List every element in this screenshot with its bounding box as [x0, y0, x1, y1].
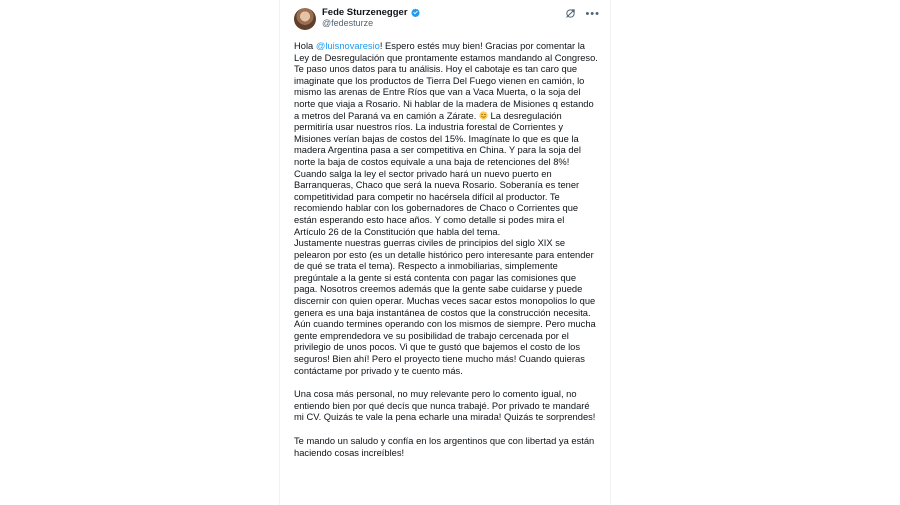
tweet-card [279, 0, 611, 505]
tweet-line: imaginate que los productos de Tierra Del Fuego vienen en camión, lo [294, 75, 585, 86]
tweet-line [294, 41, 594, 53]
tweet-line: madera Argentina pasa a ser competitiva en China. Y para la soja del [294, 145, 581, 156]
tweet-header [294, 7, 600, 35]
tweet-line: permitiría usar nuestros ríos. La industria forestal de Corrientes y [294, 122, 564, 133]
text-run: La desregulación [487, 110, 562, 121]
winking-tongue-emoji-icon [479, 111, 488, 120]
text-run: a metros del Paraná va en camión a Zárate. [294, 110, 477, 121]
tweet-line: recomiendo hablar con los gobernadores de Chaco o Corrientes que [294, 203, 579, 214]
grok-icon[interactable] [565, 8, 576, 19]
tweet-line: Te mando un saludo y confía en los argentinos que con libertad ya están [294, 436, 595, 446]
tweet-line: Aún cuando termines operando con los mismos de siempre. Pero mucha [294, 319, 596, 330]
verified-badge-icon [411, 8, 420, 17]
name-row [322, 7, 420, 18]
tweet-line: mismo las arenas de Entre Ríos que van a Vaca Muerta, o la soja del [294, 87, 581, 98]
tweet-line: mi CV. Quizás te vale la pena echarle una mirada! Quizás te sorprendes! [294, 412, 596, 423]
tweet-line: privilegio de unos pocos. Vi que te gustó que bajemos el costo de los [294, 342, 581, 353]
tweet-line: contáctame por privado y te cuento más. [294, 365, 463, 376]
tweet-line: pelearon por esto (es un detalle histórico pero interesante para entender [294, 249, 594, 260]
tweet-line: de qué se trata el tema). Respecto a inmobiliarias, simplemente [294, 261, 558, 272]
more-options-icon[interactable]: ••• [585, 7, 600, 20]
tweet-line: Misiones verían bajas de costos del 15%. Imagínate lo que es que la [294, 133, 579, 144]
author-display-name[interactable]: Fede Sturzenegger [322, 7, 408, 18]
tweet-line: Barranqueras, Chaco que será la nueva Rosario. Soberanía es tener [294, 180, 580, 191]
tweet-line: paga. Nosotros creemos además que la gente sabe cuidarse y puede [294, 284, 583, 295]
tweet-line: genera es una baja instantánea de costos que la construcción necesita. [294, 307, 591, 318]
tweet-line: competitividad para competir no hacérsela difícil al productor. Te [294, 191, 560, 202]
tweet-line: gente emprendedora ve su posibilidad de trabajo cercenada por el [294, 330, 569, 341]
tweet-line: pregúntale a la gente si está contenta con pagar las comisiones que [294, 272, 577, 283]
tweet-line: Ley de Desregulación que prontamente estamos mandando al Congreso. [294, 52, 598, 63]
tweet-line: Una cosa más personal, no muy relevante pero lo comento igual, no [294, 389, 577, 400]
tweet-line: Cuando salga la ley el sector privado hará un nuevo puerto en [294, 168, 552, 179]
tweet-line: seguros! Bien ahí! Pero el proyecto tiene mucho más! Cuando quieras [294, 354, 585, 365]
tweet-line: Justamente nuestras guerras civiles de principios del siglo XIX se [294, 238, 566, 249]
tweet-line: norte la baja de costos equivale a una baja de retenciones del 8%! [294, 156, 570, 167]
tweet-line: están esperando esto hace años. Y como detalle si podes mira el [294, 214, 565, 225]
mention-link[interactable]: @luisnovaresio [315, 41, 380, 51]
tweet-line: Artículo 26 de la Constitución que habla del tema. [294, 226, 501, 237]
text-run: Hola [294, 41, 316, 51]
tweet-line: discernir con quien operar. Muchas veces sacar estos monopolios lo que [294, 296, 596, 307]
header-actions [565, 8, 600, 19]
tweet-line: Te paso unos datos para tu análisis. Hoy el cabotaje es tan caro que [294, 64, 578, 75]
avatar[interactable] [294, 8, 316, 30]
tweet-paragraph-3 [294, 436, 594, 459]
tweet-line: entiendo bien por qué decís que nunca trabajé. Por privado te mandaré [294, 400, 590, 411]
tweet-line [294, 111, 594, 123]
author-handle[interactable]: @fedesturze [322, 18, 374, 28]
tweet-line: haciendo cosas increíbles! [294, 447, 405, 458]
author-names [322, 7, 420, 29]
tweet-paragraph-1 [294, 41, 598, 377]
tweet-line: norte que viaja a Rosario. Ni hablar de la madera de Misiones q estando [294, 98, 594, 109]
tweet-paragraph-2 [294, 389, 594, 424]
text-run: ! Espero estés muy bien! Gracias por comentar la [379, 41, 585, 51]
tweet-text [294, 41, 598, 459]
